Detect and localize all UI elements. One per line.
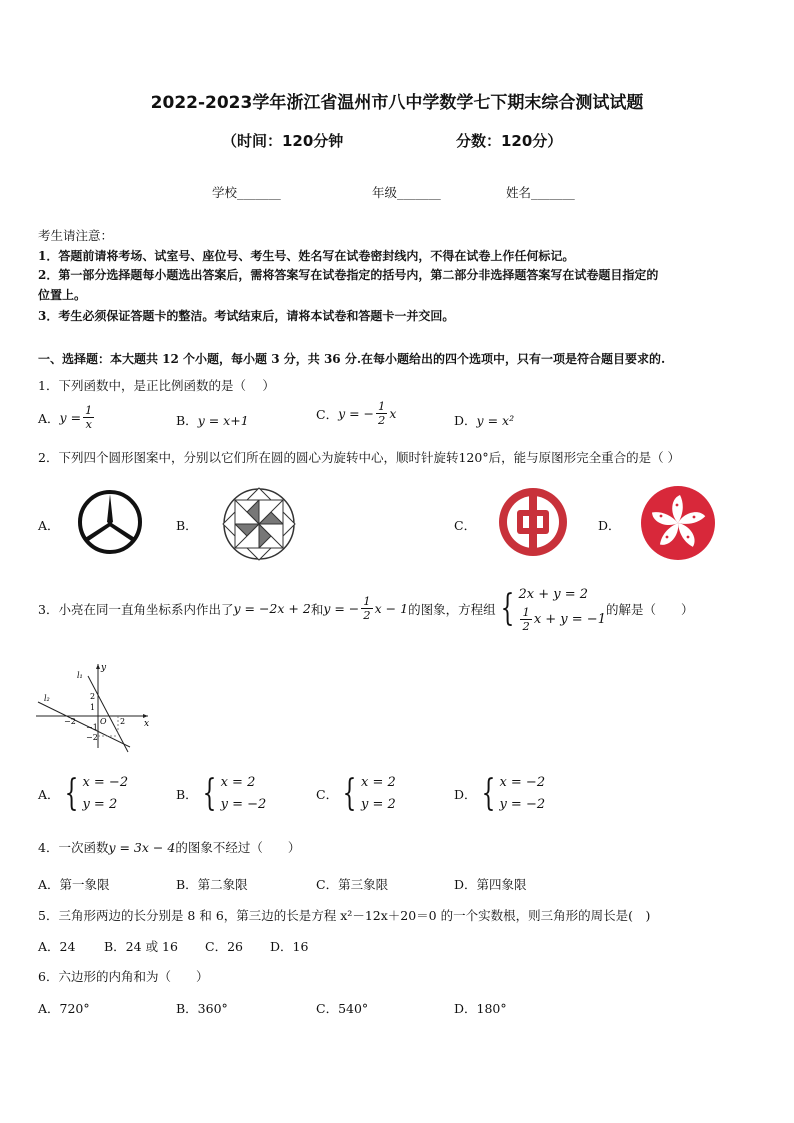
- q3-coordinate-graph: [30, 660, 155, 750]
- xtick-2: 2: [120, 717, 126, 726]
- mercedes-logo-icon: [76, 488, 144, 556]
- q6-option-b[interactable]: B．360°: [176, 1001, 228, 1016]
- equation-system: { 2x + y = 2 $\frac{1}{2}$ x + y = −1: [496, 584, 606, 633]
- q3-line2-tail: x − 1: [374, 601, 409, 616]
- q1-option-d[interactable]: [454, 411, 514, 429]
- notes-heading: 考生请注意：: [38, 228, 114, 243]
- denominator: 2: [522, 619, 530, 633]
- option-label: B．: [176, 787, 198, 802]
- solution-y: y = −2: [220, 797, 267, 812]
- solution-x: x = 2: [220, 775, 256, 790]
- q1-option-a[interactable]: [38, 404, 96, 431]
- q6-option-c[interactable]: C．540°: [316, 1001, 369, 1016]
- q3-stem-text: 的解是（ ）: [605, 601, 694, 617]
- expr: x: [389, 406, 397, 421]
- q3-option-b[interactable]: B． { x = 2 y = −2: [176, 773, 267, 814]
- solution-y: y = 2: [82, 797, 118, 812]
- q4-option-a[interactable]: A．第一象限: [38, 877, 110, 892]
- q5-option-b[interactable]: B．24 或 16: [104, 939, 178, 954]
- expr: y = x+1: [197, 413, 249, 428]
- denominator: 2: [363, 608, 371, 622]
- l2-label: l₂: [44, 694, 50, 703]
- q1-option-c[interactable]: [316, 400, 396, 427]
- q4-stem-text: 4．一次函数: [38, 840, 109, 855]
- q5-stem: 5．三角形两边的长分别是 8 和 6，第三边的长是方程 x²－12x＋20＝0 的一个实数根，则三角形的周长是( ): [38, 908, 651, 923]
- option-label: D．: [454, 787, 477, 802]
- option-label: A．: [38, 410, 60, 426]
- q4-stem-text: 的图象不经过（ ）: [175, 840, 301, 855]
- origin-label: O: [100, 717, 107, 726]
- xtick-neg2: −2: [64, 717, 76, 726]
- solution-x: x = 2: [360, 775, 396, 790]
- option-label: C．: [316, 787, 339, 802]
- q4-option-d[interactable]: D．第四象限: [454, 877, 527, 892]
- q6-option-a[interactable]: A．720°: [38, 1001, 90, 1016]
- q3-stem-text: 3．小亮在同一直角坐标系内作出了: [38, 601, 234, 617]
- bauhinia-flag-icon: [640, 485, 716, 561]
- q2-option-a-label[interactable]: A．: [38, 518, 60, 533]
- q3-option-c[interactable]: C． { x = 2 y = 2: [316, 773, 396, 814]
- q2-option-b-label[interactable]: B．: [176, 518, 198, 533]
- tick-2: 2: [90, 692, 96, 701]
- q1-stem: 1．下列函数中，是正比例函数的是（ ）: [38, 378, 275, 393]
- solution-x: x = −2: [499, 775, 546, 790]
- q4-option-c[interactable]: C．第三象限: [316, 877, 389, 892]
- q4-stem: [38, 838, 300, 856]
- note-2: 2．第一部分选择题每小题选出答案后，需将答案写在试卷指定的括号内，第二部分非选择题答案写在试卷题目指定的: [38, 268, 659, 282]
- q3-line2: y = −: [323, 601, 360, 616]
- bank-logo-icon: [497, 486, 569, 558]
- numerator: 1: [85, 403, 93, 417]
- pinwheel-icon: [221, 486, 297, 562]
- option-label: B．: [176, 413, 198, 428]
- note-3: 3．考生必须保证答题卡的整洁。考试结束后，请将本试卷和答题卡一并交回。: [38, 309, 455, 323]
- tick-neg2: −2: [86, 733, 98, 742]
- q2-option-c-label[interactable]: C．: [454, 518, 477, 533]
- q3-stem-text: 的图象，方程组: [408, 601, 496, 617]
- note-1: 1．答题前请将考场、试室号、座位号、考生号、姓名写在试卷密封线内，不得在试卷上作任何标记。: [38, 249, 575, 263]
- page-title: 2022-2023学年浙江省温州市八中学数学七下期末综合测试试题: [150, 93, 644, 113]
- option-label: D．: [454, 413, 477, 428]
- equation-2: x + y = −1: [533, 611, 606, 627]
- q5-option-d[interactable]: D．16: [270, 939, 309, 954]
- q4-expr: y = 3x − 4: [108, 840, 176, 855]
- option-label: C．: [316, 406, 339, 422]
- note-2-cont: 位置上。: [38, 288, 87, 302]
- l1-label: l₁: [77, 671, 83, 680]
- tick-1: 1: [90, 703, 96, 712]
- expr: y = x²: [476, 413, 515, 428]
- name-field[interactable]: 姓名_______: [506, 185, 575, 200]
- tick-neg1: −1: [86, 723, 98, 732]
- q4-option-b[interactable]: B．第二象限: [176, 877, 248, 892]
- expr: y = −: [338, 406, 375, 421]
- q5-option-a[interactable]: A．24: [38, 939, 76, 954]
- x-axis-label: x: [144, 719, 150, 729]
- numerator: 1: [363, 594, 371, 608]
- q3-option-d[interactable]: D． { x = −2 y = −2: [454, 773, 546, 814]
- line-l2: [38, 702, 130, 747]
- exam-time: （时间：120分钟: [222, 132, 344, 150]
- solution-x: x = −2: [82, 775, 129, 790]
- school-field[interactable]: 学校_______: [212, 185, 281, 200]
- expr: y =: [59, 410, 82, 425]
- y-axis-label: y: [101, 663, 107, 673]
- section-heading: 一、选择题：本大题共 12 个小题，每小题 3 分，共 36 分.在每小题给出的四个选项中，只有一项是符合题目要求的.: [38, 352, 666, 366]
- grade-field[interactable]: 年级_______: [372, 185, 441, 200]
- q6-stem: 6．六边形的内角和为（ ）: [38, 969, 209, 984]
- exam-score: 分数：120分）: [456, 132, 563, 150]
- q2-stem: 2．下列四个圆形图案中，分别以它们所在圆的圆心为旋转中心，顺时针旋转120°后，能与原图形完全重合的是（ ）: [38, 450, 681, 465]
- solution-y: y = 2: [360, 797, 396, 812]
- numerator: 1: [378, 399, 386, 413]
- option-label: A．: [38, 787, 60, 802]
- q3-line1: y = −2x + 2: [233, 601, 311, 616]
- q3-stem: [38, 584, 693, 633]
- denominator: 2: [378, 413, 386, 427]
- q1-option-b[interactable]: [176, 411, 249, 429]
- q3-and: 和: [310, 601, 324, 617]
- numerator: 1: [522, 605, 530, 619]
- equation-1: 2x + y = 2: [518, 587, 589, 602]
- q6-option-d[interactable]: D．180°: [454, 1001, 507, 1016]
- q5-option-c[interactable]: C．26: [205, 939, 243, 954]
- denominator: x: [85, 417, 92, 431]
- q2-option-d-label[interactable]: D．: [598, 518, 621, 533]
- solution-y: y = −2: [499, 797, 546, 812]
- q3-option-a[interactable]: A． { x = −2 y = 2: [38, 773, 129, 814]
